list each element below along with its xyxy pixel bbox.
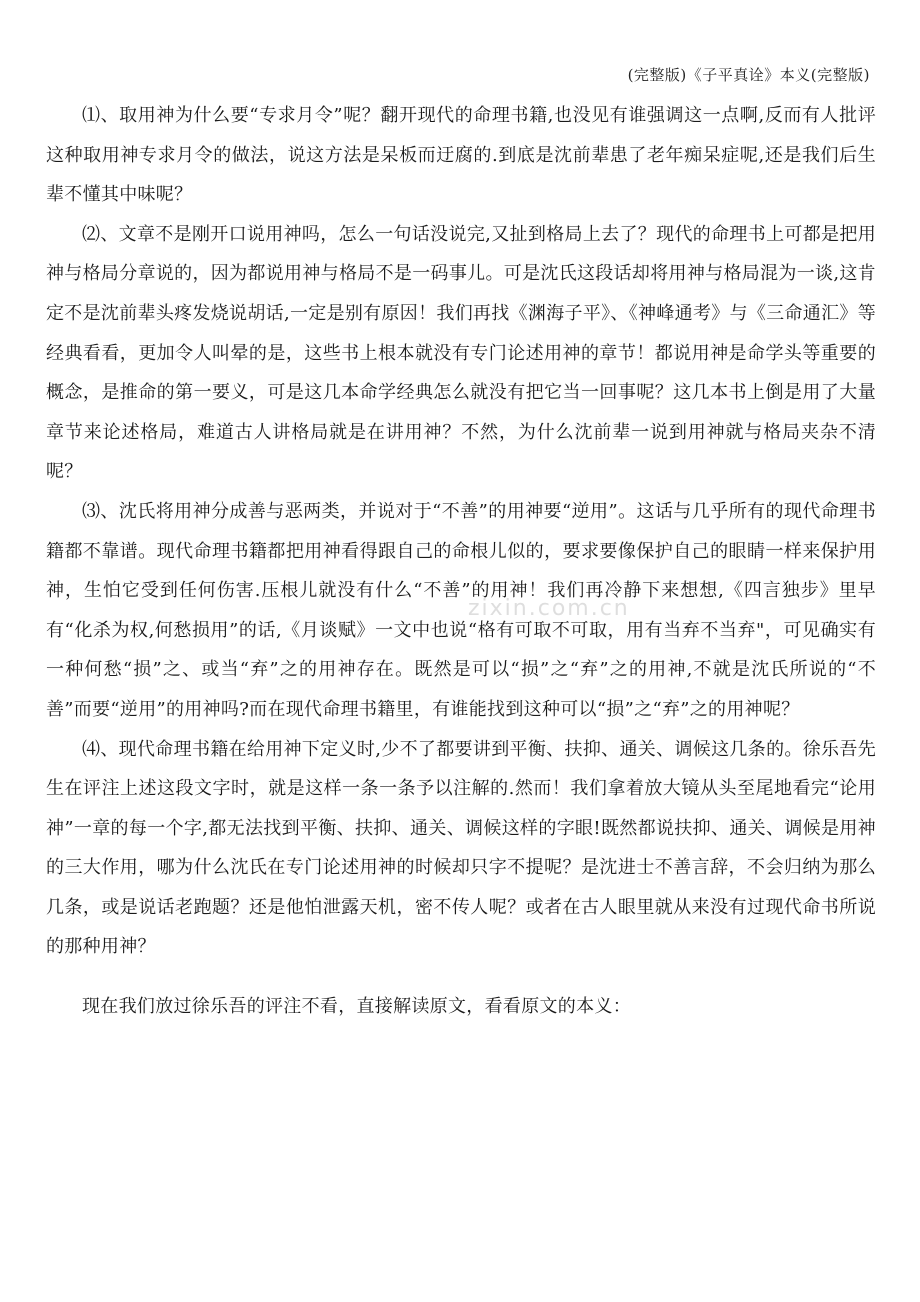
- document-header: (完整版)《子平真诠》本义(完整版): [627, 66, 870, 84]
- watermark-text: zixin.com.cn: [468, 596, 630, 621]
- paragraph-question-2: ⑵、文章不是刚开口说用神吗，怎么一句话没说完,又扯到格局上去了？现代的命理书上可都是把用神与格局分章说的，因为都说用神与格局不是一码事儿。可是沈氏这段话却将用神与格局混为一谈,这肯定不是沈前辈头疼发烧说胡话,一定是别有原因！我们再找《渊海子平》、《神峰通考》与《三命通汇》等经典看看，更加令人叫晕的是，这些书上根本就没有专门论述用神的章节！都说用神是命学头等重要的概念，是推命的第一要义，可是这几本命学经典怎么就没有把它当一回事呢？这几本书上倒是用了大量章节来论述格局，难道古人讲格局就是在讲用神？不然，为什么沈前辈一说到用神就与格局夹杂不清呢？: [46, 223, 876, 483]
- paragraph-conclusion: 现在我们放过徐乐吾的评注不看，直接解读原文，看看原文的本义：: [82, 996, 631, 1018]
- document-body: [46, 96, 876, 1027]
- paragraph-question-1: ⑴、取用神为什么要“专求月令”呢？翻开现代的命理书籍,也没见有谁强调这一点啊,反而有人批评这种取用神专求月令的做法，说这方法是呆板而迂腐的.到底是沈前辈患了老年痴呆症呢,还是我们后生辈不懂其中味呢？: [46, 105, 876, 206]
- paragraph-question-4: ⑷、现代命理书籍在给用神下定义时,少不了都要讲到平衡、扶抑、通关、调候这几条的。徐乐吾先生在评注上述这段文字时，就是这样一条一条予以注解的.然而！我们拿着放大镜从头至尾地看完“论用神”一章的每一个字,都无法找到平衡、扶抑、通关、调候这样的字眼!既然都说扶抑、通关、调候是用神的三大作用，哪为什么沈氏在专门论述用神的时候却只字不提呢？是沈进士不善言辞，不会归纳为那么几条，或是说话老跑题？还是他怕泄露天机，密不传人呢？或者在古人眼里就从来没有过现代命书所说的那种用神？: [46, 738, 876, 958]
- paragraph-question-3: ⑶、沈氏将用神分成善与恶两类，并说对于“不善”的用神要“逆用”。这话与几乎所有的现代命理书籍都不靠谱。现代命理书籍都把用神看得跟自己的命根儿似的，要求要像保护自己的眼睛一样来保护用神，生怕它受到任何伤害.压根儿就没有什么“不善”的用神！我们再冷静下来想想,《四言独步》里早有“化杀为权,何愁损用”的话,《月谈赋》一文中也说“格有可取不可取，用有当弃不当弃"，可见确实有一种何愁“损”之、或当“弃”之的用神存在。既然是可以“损”之“弃”之的用神,不就是沈氏所说的“不善”而要“逆用”的用神吗?而在现代命理书籍里，有谁能找到这种可以“损”之“弃”之的用神呢？: [46, 500, 876, 720]
